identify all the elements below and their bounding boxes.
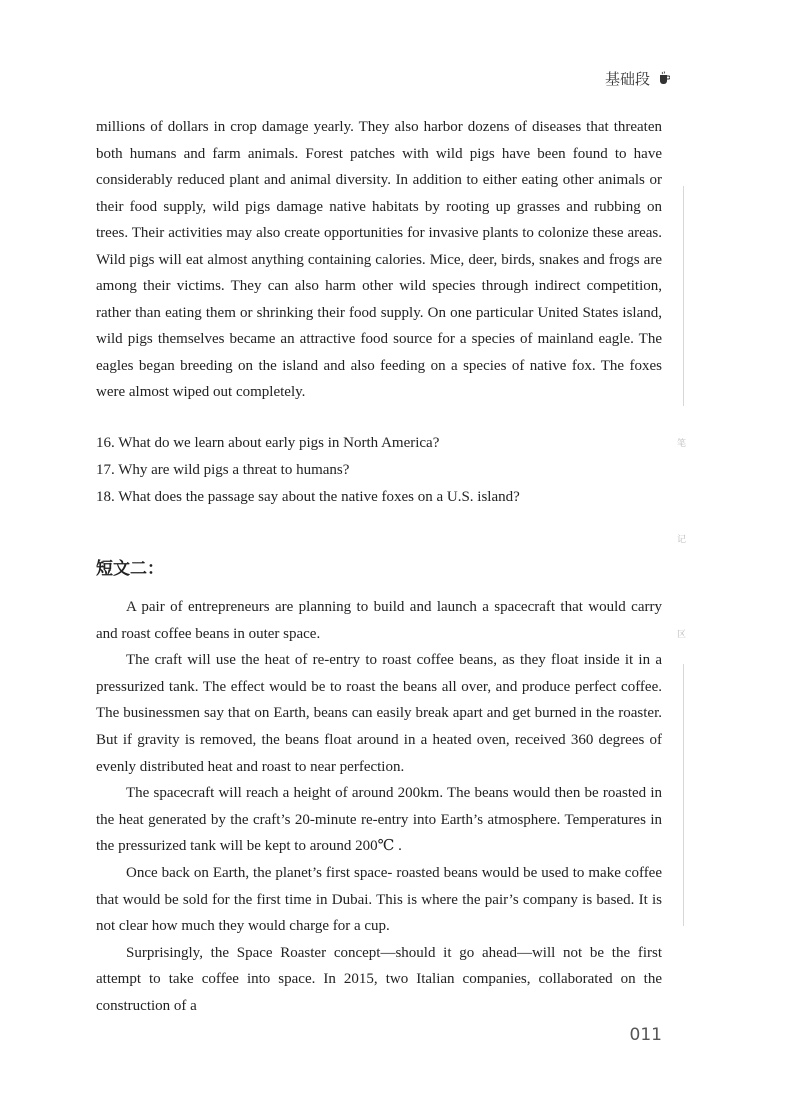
question-item: 18. What does the passage say about the native foxes on a U.S. island? xyxy=(96,489,520,505)
passage-two-paragraph: Once back on Earth, the planet’s first space- roasted beans would be used to make coffee that would be sold for the first time in Dubai. This is where the pair’s company is based. It is not clear how much they would charge for a cup. xyxy=(96,864,662,935)
page-number: 011 xyxy=(629,1025,662,1045)
question-item: 17. Why are wild pigs a threat to humans? xyxy=(96,462,350,478)
passage-two-paragraph: A pair of entrepreneurs are planning to build and launch a spacecraft that would carry and roast coffee beans in outer space. xyxy=(96,599,662,642)
passage-two-paragraph: Surprisingly, the Space Roaster concept—should it go ahead—will not be the first attempt to take coffee into space. In 2015, two Italian companies, collaborated on the construction of a xyxy=(96,944,662,1014)
notes-margin-line-top xyxy=(683,186,684,406)
passage-two-paragraph: The spacecraft will reach a height of around 200km. The beans would then be roasted in the heat generated by the craft’s 20-minute re-entry into Earth’s atmosphere. Temperatures in the pressurized tank will be kept to around 200℃ . xyxy=(96,785,662,855)
coffee-cup-icon xyxy=(658,71,670,85)
running-header xyxy=(560,66,670,90)
passage-two xyxy=(96,594,662,1020)
notes-margin-line-bottom xyxy=(683,664,684,926)
passage-one-paragraph: millions of dollars in crop damage yearly. They also harbor dozens of diseases that threaten both humans and farm animals. Forest patches with wild pigs have been found to have considerably reduced plant and animal diversity. In addition to either eating other animals or their food supply, wild pigs damage native habitats by rooting up grasses and rubbing on trees. Their activities may also create opportunities for invasive plants to colonize these areas. Wild pigs will eat almost anything containing calories. Mice, deer, birds, snakes and frogs are among their victims. They can also harm other wild species through indirect competition, rather than eating them or shrinking their food supply. On one particular United States island, wild pigs themselves became an attractive food source for a species of mainland eagle. The eagles began breeding on the island and also feeding on a species of native fox. The foxes were almost wiped out completely. xyxy=(96,119,662,400)
question-item: 16. What do we learn about early pigs in North America? xyxy=(96,435,440,451)
passage-two-paragraph: The craft will use the heat of re-entry to roast coffee beans, as they float inside it in a pressurized tank. The effect would be to roast the beans all over, and produce perfect coffee. The businessmen say that on Earth, beans can easily break apart and get burned in the roaster. But if gravity is removed, the beans float around in a heated oven, received 360 degrees of evenly distributed heat and roast to near perfection. xyxy=(96,652,662,775)
section-title: 基础段 xyxy=(604,69,650,88)
notes-label-char: 笔 xyxy=(677,439,687,449)
question-list xyxy=(96,430,656,511)
notes-label-char: 记 xyxy=(677,535,687,545)
section-two-heading: 短文二： xyxy=(96,559,164,579)
notes-label-char: 区 xyxy=(677,630,687,640)
